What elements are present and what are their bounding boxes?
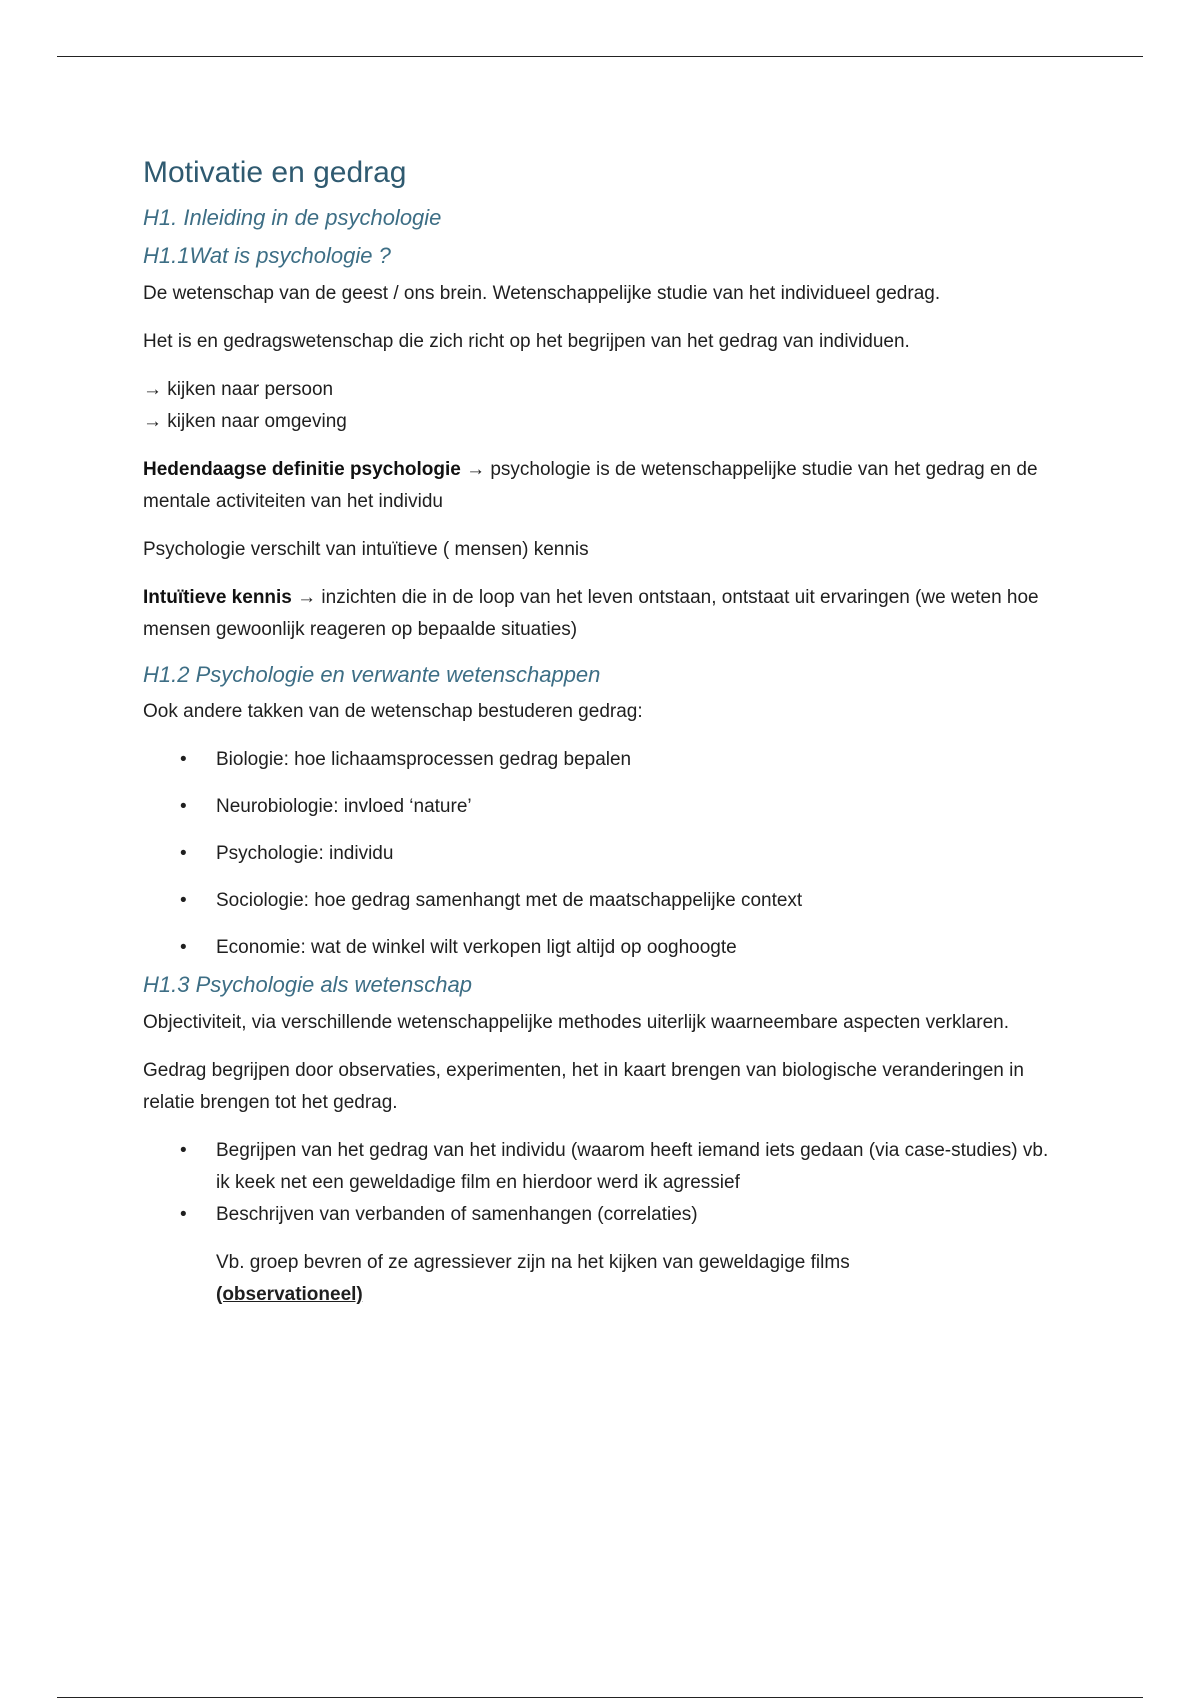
chapter-heading: H1. Inleiding in de psychologie [143, 205, 442, 230]
paragraph: Gedrag begrijpen door observaties, experimenten, het in kaart brengen van biologische veranderingen in relatie brengen tot het gedrag. [143, 1059, 1024, 1113]
example-tag [216, 1279, 1063, 1311]
list-item: • Begrijpen van het gedrag van het individu (waarom heeft iemand iets gedaan (via case-studies) vb. ik keek net een geweldadige film en hierdoor werd ik agressief [216, 1135, 1063, 1199]
list-item: • Sociologie: hoe gedrag samenhangt met de maatschappelijke context [216, 885, 1063, 917]
example-block [143, 1247, 1063, 1311]
section-heading-1-3: H1.3 Psychologie als wetenschap [143, 972, 472, 998]
paragraph: Psychologie verschilt van intuïtieve ( mensen) kennis [143, 538, 589, 560]
list-item: • Psychologie: individu [216, 838, 1063, 870]
list-item: • Economie: wat de winkel wilt verkopen ligt altijd op ooghoogte [216, 932, 1063, 964]
definition-term: Intuïtieve kennis [143, 586, 292, 608]
arrow-line: → kijken naar persoon [143, 378, 334, 400]
example-tag-label: (observationeel) [216, 1283, 363, 1305]
definition-term: Hedendaagse definitie psychologie [143, 458, 461, 480]
section-heading-1-2: H1.2 Psychologie en verwante wetenschappen [143, 661, 601, 687]
definition-paragraph [143, 582, 1063, 646]
top-rule [57, 56, 1143, 57]
list-item: • Beschrijven van verbanden of samenhangen (correlaties) [216, 1199, 1063, 1231]
paragraph: De wetenschap van de geest / ons brein. Wetenschappelijke studie van het individueel gedrag. [143, 282, 941, 304]
list-item: • Biologie: hoe lichaamsprocessen gedrag bepalen [216, 744, 1063, 776]
document-title: Motivatie en gedrag [143, 156, 407, 189]
bullet-list [143, 1135, 1063, 1231]
definition-paragraph [143, 454, 1063, 518]
paragraph: Ook andere takken van de wetenschap bestuderen gedrag: [143, 701, 643, 723]
arrow-line: → kijken naar omgeving [143, 410, 347, 432]
bottom-rule [57, 1697, 1143, 1698]
section-heading-1-1: H1.1Wat is psychologie ? [143, 243, 391, 269]
definition-text: → inzichten die in de loop van het leven ontstaan, ontstaat uit ervaringen (we weten hoe mensen gewoonlijk reageren op bepaalde situaties) [143, 586, 1039, 640]
paragraph: Het is en gedragswetenschap die zich richt op het begrijpen van het gedrag van individuen. [143, 330, 910, 352]
bullet-list [143, 744, 1063, 964]
list-item: • Neurobiologie: invloed ‘nature’ [216, 791, 1063, 823]
paragraph: Objectiviteit, via verschillende wetenschappelijke methodes uiterlijk waarneembare aspecten verklaren. [143, 1011, 1009, 1033]
definition-text: → psychologie is de wetenschappelijke studie van het gedrag en de mentale activiteiten van het individu [143, 458, 1038, 512]
document-page [143, 155, 1063, 1311]
example-text: Vb. groep bevren of ze agressiever zijn na het kijken van geweldagige films [216, 1251, 850, 1273]
